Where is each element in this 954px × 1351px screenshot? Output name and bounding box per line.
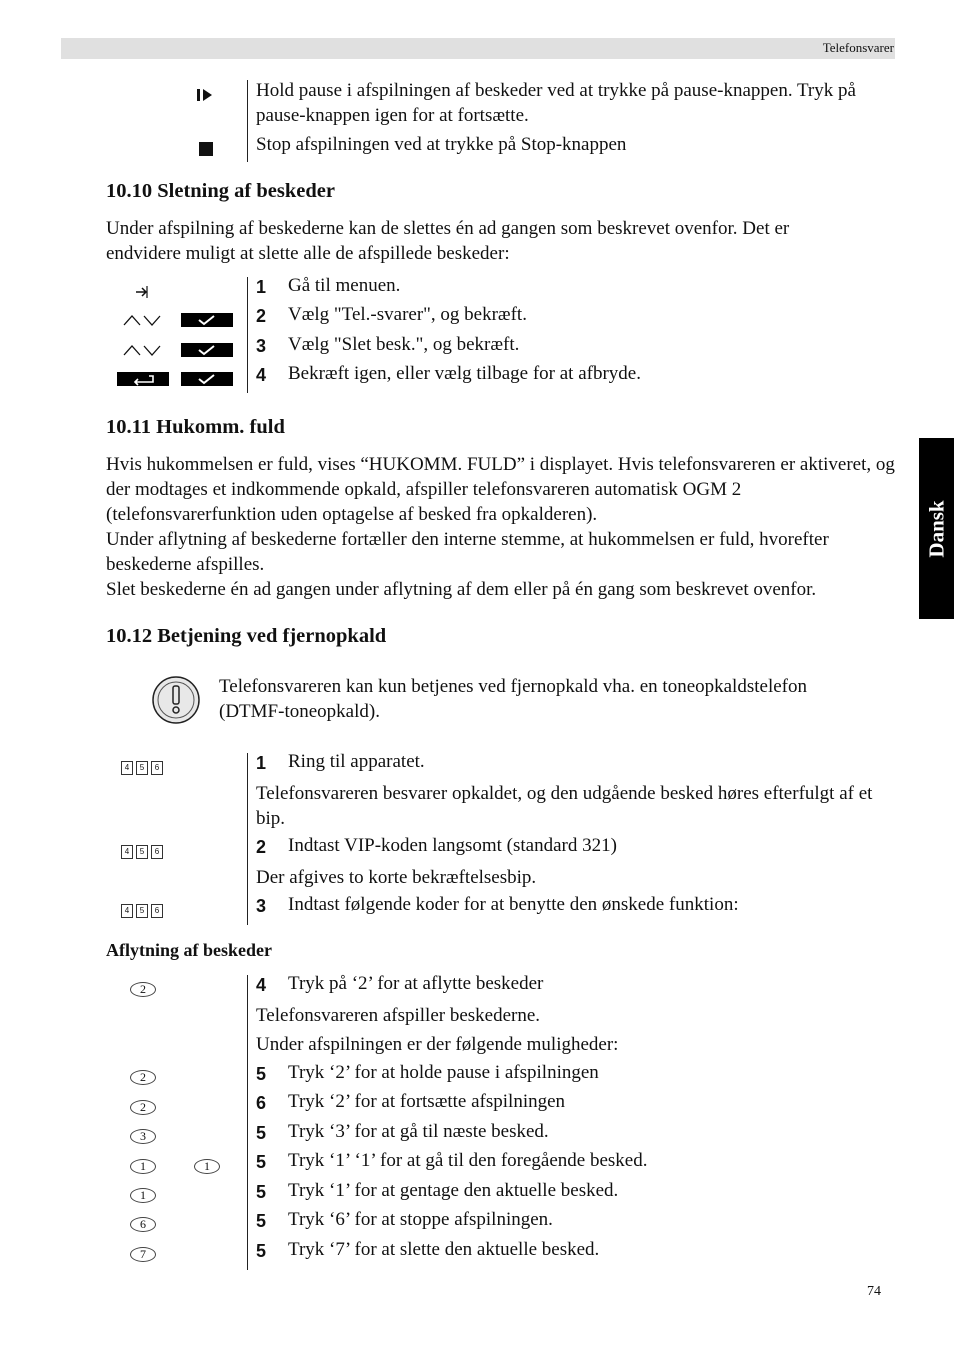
key-button-icon: 6 [130,1217,156,1232]
step-text: Indtast følgende koder for at benytte den ønskede funktion: [288,894,739,915]
step-number: 6 [256,1093,267,1113]
key-button-icon: 2 [130,982,156,997]
keypad-digit: 4 [121,761,133,775]
key-button-icon: 1 [194,1159,220,1174]
key-button-icon: 7 [130,1247,156,1262]
step-info: Telefonsvareren afspiller beskederne. [256,1005,541,1026]
option-text: Tryk ‘1’ ‘1’ for at gå til den foregående besked. [288,1150,648,1171]
step-info: Der afgives to korte bekræftelsesbip. [256,867,537,888]
step-number: 1 [256,277,267,297]
stop-instruction: Stop afspilningen ved at trykke på Stop-knappen [256,134,627,155]
option-text: Tryk ‘2’ for at holde pause i afspilningen [288,1062,599,1083]
keypad-digit: 6 [151,761,163,775]
step-text: Indtast VIP-koden langsomt (standard 321) [288,835,617,856]
column-divider [247,753,248,925]
language-tab [919,438,954,619]
stop-icon [199,142,213,156]
option-text: Tryk ‘3’ for at gå til næste besked. [288,1121,549,1142]
step-info: Under afspilningen er der følgende muligheder: [256,1034,619,1055]
step-number: 5 [256,1182,267,1202]
step-text: Vælg "Tel.-svarer", og bekræft. [288,304,527,325]
keypad-digit: 6 [151,904,163,918]
step-text: Gå til menuen. [288,275,401,296]
option-text: Tryk ‘6’ for at stoppe afspilningen. [288,1209,553,1230]
step-text: Vælg "Slet besk.", og bekræft. [288,334,520,355]
step-number: 2 [256,306,267,326]
pause-icon [197,88,215,102]
step-number: 1 [256,753,267,773]
subsection-heading: Aflytning af beskeder [106,940,272,960]
remote-operation-note: Telefonsvareren kan kun betjenes ved fjernopkald vha. en toneopkaldstelefon (DTMF-toneopkald). [219,676,807,722]
column-divider [247,80,248,162]
keypad-digit: 5 [136,904,148,918]
section-heading-10-12: 10.12 Betjening ved fjernopkald [106,625,387,647]
step-info: Telefonsvareren besvarer opkaldet, og den udgående besked høres efterfulgt af et bip. [256,783,873,829]
step-number: 4 [256,975,267,995]
confirm-softkey-icon [181,372,233,386]
key-button-icon: 3 [130,1129,156,1144]
column-divider [247,277,248,393]
section-10-10-paragraph: Under afspilning af beskederne kan de slettes én ad gangen som beskrevet ovenfor. Det er endvidere muligt at slette alle de afspillede beskeder: [106,218,790,264]
step-number: 5 [256,1152,267,1172]
column-divider [247,975,248,1270]
header-bar [61,38,895,59]
menu-key-icon [133,283,153,301]
keypad-digit: 5 [136,761,148,775]
step-number: 5 [256,1123,267,1143]
step-text: Tryk på ‘2’ for at aflytte beskeder [288,973,544,994]
keypad-digit: 4 [121,904,133,918]
step-text: Bekræft igen, eller vælg tilbage for at afbryde. [288,363,641,384]
keypad-digit: 4 [121,845,133,859]
step-number: 5 [256,1211,267,1231]
section-heading-10-10: 10.10 Sletning af beskeder [106,180,335,202]
key-button-icon: 1 [130,1188,156,1203]
keypad-icon [121,761,163,775]
key-button-icon: 2 [130,1070,156,1085]
step-number: 2 [256,837,267,857]
language-tab-label: Dansk [924,499,948,558]
confirm-softkey-icon [181,343,233,357]
option-text: Tryk ‘7’ for at slette den aktuelle besked. [288,1239,600,1260]
up-down-arrow-icon [122,313,164,327]
option-text: Tryk ‘2’ for at fortsætte afspilningen [288,1091,566,1112]
key-button-icon: 1 [130,1159,156,1174]
keypad-icon [121,845,163,859]
keypad-icon [121,904,163,918]
step-number: 3 [256,336,267,356]
step-text: Ring til apparatet. [288,751,425,772]
header-section-title: Telefonsvarer [822,40,894,55]
up-down-arrow-icon [122,343,164,357]
step-number: 5 [256,1241,267,1261]
keypad-digit: 5 [136,845,148,859]
key-button-icon: 2 [130,1100,156,1115]
pause-instruction: Hold pause i afspilningen af beskeder ved at trykke på pause-knappen. Tryk på pause-knappen igen for at fortsætte. [256,80,856,126]
section-10-11-paragraph-3: Slet beskederne én ad gangen under aflytning af dem eller på én gang som beskrevet ovenfor. [106,579,817,600]
step-number: 5 [256,1064,267,1084]
section-10-11-paragraph-2: Under aflytning af beskederne fortæller den interne stemme, at hukommelsen er fuld, hvorefter beskederne afspilles. [106,529,829,575]
option-text: Tryk ‘1’ for at gentage den aktuelle besked. [288,1180,619,1201]
back-softkey-icon [117,372,169,386]
section-heading-10-11: 10.11 Hukomm. fuld [106,416,285,438]
warning-note-icon [151,675,201,725]
page-number: 74 [867,1284,881,1299]
keypad-digit: 6 [151,845,163,859]
section-10-11-paragraph-1: Hvis hukommelsen er fuld, vises “HUKOMM. FULD” i displayet. Hvis telefonsvareren er aktiveret, og der modtages et indkommende opkald, afspiller telefonsvareren automatisk OGM 2 (telefonsvarerfunktion uden optagelse af besked fra opkalderen). [106,454,895,525]
confirm-softkey-icon [181,313,233,327]
step-number: 3 [256,896,267,916]
step-number: 4 [256,365,267,385]
